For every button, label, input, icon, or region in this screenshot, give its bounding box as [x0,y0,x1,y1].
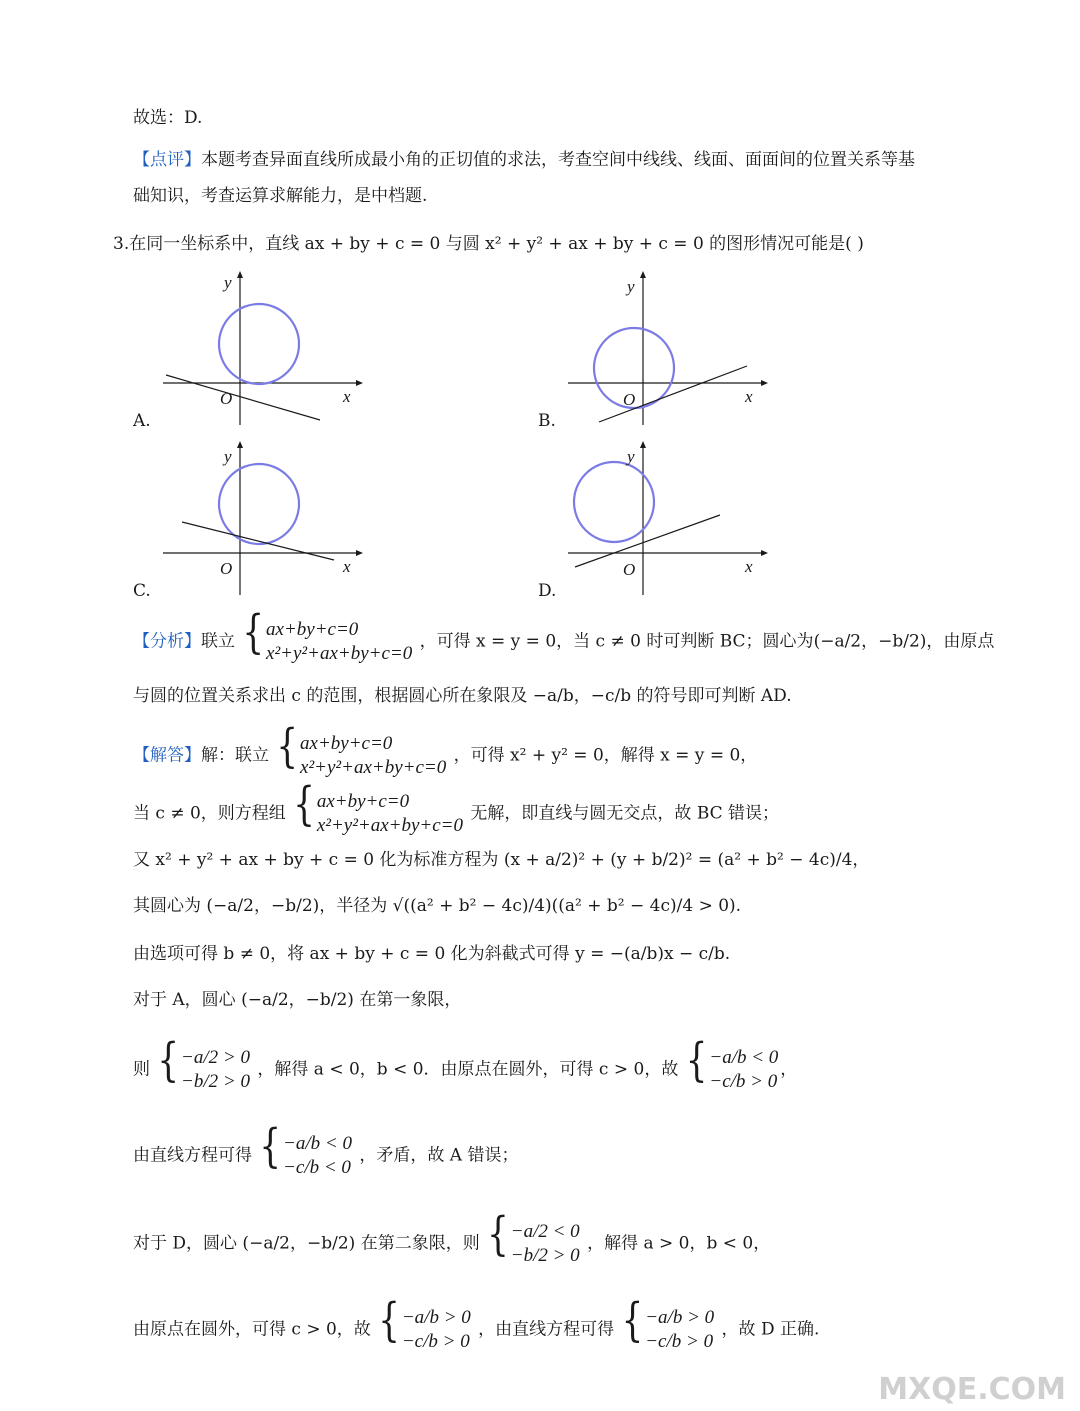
solution-line-5: 由选项可得 b ≠ 0，将 ax + by + c = 0 化为斜截式可得 y = −(a/b)x − c/b. [133,944,731,964]
analysis-tag: 【分析】 [133,631,201,652]
figure-b [563,270,773,430]
system-9: { −a/b > 0 −c/b > 0 [621,1293,715,1352]
system-7: { −a/2 < 0 −b/2 > 0 [487,1207,580,1266]
solution-line-10: 由原点在圆外，可得 c > 0，故 { −a/b > 0 −c/b > 0 ，由直线方程可得 { −a/b > 0 −c/b > 0 ，故 D 正确. [133,1293,820,1352]
system-5: { −a/b < 0 −c/b > 0 [685,1033,779,1092]
solution-line-9: 对于 D，圆心 (−a/2，−b/2) 在第二象限，则 { −a/2 < 0 −b/2 > 0 ，解得 a > 0，b < 0， [133,1207,771,1266]
svg-text:O: O [623,390,636,409]
option-b-label: B. [538,411,556,431]
conclusion-line: 故选：D. [133,108,203,128]
svg-text:y: y [627,277,635,296]
solution-line-8: 由直线方程可得 { −a/b < 0 −c/b < 0 ，矛盾，故 A 错误； [133,1119,519,1178]
svg-text:x: x [343,387,351,406]
analysis-line-1: 【分析】联立 { ax+by+c=0 x²+y²+ax+by+c=0 ，可得 x = y = 0，当 c ≠ 0 时可判断 BC；圆心为(−a/2，−b/2)，由原点 [133,605,995,664]
solution-line-7: 则 { −a/2 > 0 −b/2 > 0 ，解得 a < 0，b < 0．由原点在圆外，可得 c > 0，故 { −a/b < 0 −c/b > 0 ， [133,1033,798,1092]
watermark: MXQE.COM [878,1372,1066,1407]
svg-text:y: y [224,273,232,292]
circle-c [219,464,299,544]
solution-line-2: 当 c ≠ 0，则方程组 { ax+by+c=0 x²+y²+ax+by+c=0 无解，即直线与圆无交点，故 BC 错误； [133,777,780,836]
circle-d [574,462,654,542]
svg-text:x: x [343,557,351,576]
option-d-label: D. [538,581,557,601]
svg-text:O: O [220,389,233,408]
circle-a [219,304,299,384]
system-6: { −a/b < 0 −c/b < 0 [259,1119,352,1178]
system-4: { −a/2 > 0 −b/2 > 0 [157,1033,250,1092]
svg-text:O: O [220,559,233,578]
system-3: { ax+by+c=0 x²+y²+ax+by+c=0 [293,777,464,836]
figure-a [158,270,368,430]
solution-line-4: 其圆心为 (−a/2，−b/2)，半径为 √((a² + b² − 4c)/4)((a² + b² − 4c)/4 > 0). [133,896,742,916]
question-3: 3.在同一坐标系中，直线 ax + by + c = 0 与圆 x² + y² + ax + by + c = 0 的图形情况可能是( ) [113,234,864,254]
svg-text:y: y [224,447,232,466]
figure-d [563,440,773,600]
option-c-label: C. [133,581,151,601]
line-c [182,522,334,560]
option-a-label: A. [133,411,151,431]
solution-line-6: 对于 A，圆心 (−a/2，−b/2) 在第一象限， [133,990,462,1010]
svg-text:O: O [623,560,636,579]
solution-line-3: 又 x² + y² + ax + by + c = 0 化为标准方程为 (x + a/2)² + (y + b/2)² = (a² + b² − 4c)/4， [133,850,870,870]
system-1: { ax+by+c=0 x²+y²+ax+by+c=0 [242,605,413,664]
analysis-line-2: 与圆的位置关系求出 c 的范围，根据圆心所在象限及 −a/b，−c/b 的符号即可判断 AD. [133,686,792,706]
comment-line-1: 【点评】本题考查异面直线所成最小角的正切值的求法，考查空间中线线、线面、面面间的位置关系等基 [133,150,915,170]
system-2: { ax+by+c=0 x²+y²+ax+by+c=0 [276,719,447,778]
comment-line-2: 础知识，考查运算求解能力，是中档题. [133,186,428,206]
system-8: { −a/b > 0 −c/b > 0 [378,1293,471,1352]
svg-text:x: x [745,557,753,576]
solution-line-1: 【解答】解：联立 { ax+by+c=0 x²+y²+ax+by+c=0 ，可得 x² + y² = 0，解得 x = y = 0， [133,719,758,778]
solution-tag: 【解答】 [133,745,201,766]
svg-text:x: x [745,387,753,406]
figure-c [158,440,368,600]
svg-text:y: y [627,447,635,466]
comment-tag: 【点评】 [133,150,201,170]
